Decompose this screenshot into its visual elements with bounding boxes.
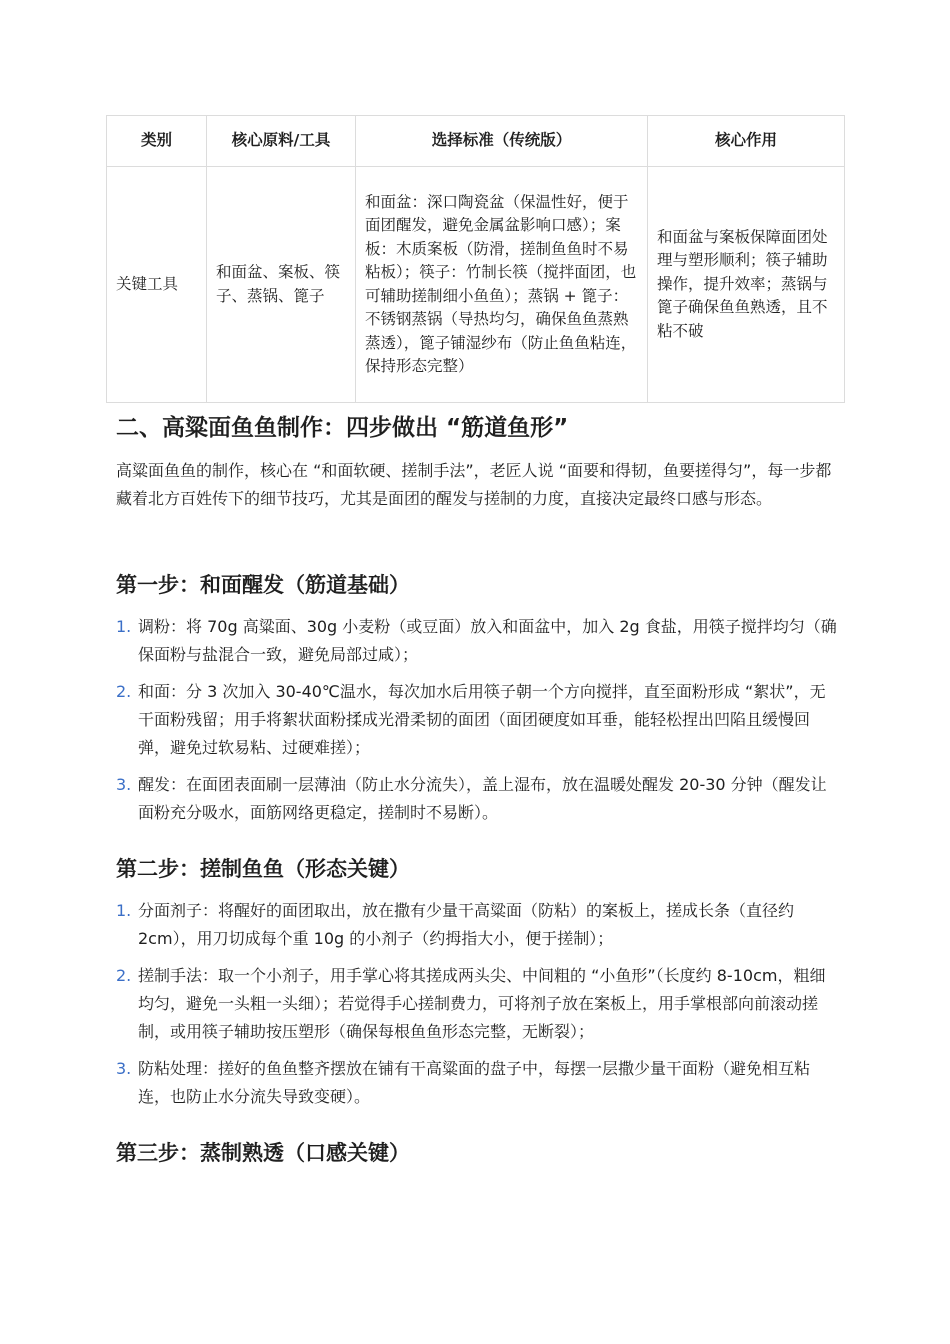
cell-standard: 和面盆：深口陶瓷盆（保温性好，便于面团醒发，避免金属盆影响口感）；案板：木质案板（防滑，搓制鱼鱼时不易粘板）；筷子：竹制长筷（搅拌面团，也可辅助搓制细小鱼鱼）；蒸锅 + 篦子：不锈钢蒸锅（导热均匀，确保鱼鱼蒸熟蒸透），篦子铺湿纱布（防止鱼鱼粘连，保持形态完整）	[356, 167, 648, 403]
cell-items: 和面盆、案板、筷子、蒸锅、篦子	[207, 167, 356, 403]
list-number: 1.	[116, 901, 132, 920]
list-text: 调粉：将 70g 高粱面、30g 小麦粉（或豆面）放入和面盆中，加入 2g 食盐，用筷子搅拌均匀（确保面粉与盐混合一致，避免局部过咸）；	[138, 617, 837, 664]
table-row	[107, 167, 845, 403]
header-standard: 选择标准（传统版）	[356, 116, 648, 167]
list-item	[116, 613, 841, 669]
list-number: 2.	[116, 682, 132, 701]
step2-heading: 第二步：搓制鱼鱼（形态关键）	[116, 857, 410, 881]
section-intro: 高粱面鱼鱼的制作，核心在 “和面软硬、搓制手法”，老匠人说 “面要和得韧，鱼要搓得匀”，每一步都藏着北方百姓传下的细节技巧，尤其是面团的醒发与搓制的力度，直接决定最终口感与形态。	[116, 461, 832, 508]
header-role: 核心作用	[648, 116, 845, 167]
list-item	[116, 962, 841, 1046]
cell-category: 关键工具	[107, 167, 207, 403]
step2-list	[116, 897, 841, 1120]
list-item	[116, 771, 841, 827]
list-text: 分面剂子：将醒好的面团取出，放在撒有少量干高粱面（防粘）的案板上，搓成长条（直径约 2cm），用刀切成每个重 10g 的小剂子（约拇指大小，便于搓制）；	[138, 901, 795, 948]
cell-role: 和面盆与案板保障面团处理与塑形顺利；筷子辅助操作，提升效率；蒸锅与篦子确保鱼鱼熟透，且不粘不破	[648, 167, 845, 403]
header-items: 核心原料/工具	[207, 116, 356, 167]
list-item	[116, 897, 841, 953]
list-number: 2.	[116, 966, 132, 985]
list-text: 防粘处理：搓好的鱼鱼整齐摆放在铺有干高粱面的盘子中，每摆一层撒少量干面粉（避免相互粘连，也防止水分流失导致变硬）。	[138, 1059, 811, 1106]
list-number: 3.	[116, 775, 132, 794]
list-number: 1.	[116, 617, 132, 636]
header-category: 类别	[107, 116, 207, 167]
section-heading: 二、高粱面鱼鱼制作：四步做出 “筋道鱼形”	[116, 415, 569, 441]
step1-heading: 第一步：和面醒发（筋道基础）	[116, 573, 410, 597]
list-text: 和面：分 3 次加入 30-40℃温水，每次加水后用筷子朝一个方向搅拌，直至面粉形成 “絮状”，无干面粉残留；用手将絮状面粉揉成光滑柔韧的面团（面团硬度如耳垂，能轻松捏出凹陷且缓慢回弹，避免过软易粘、过硬难搓）；	[138, 682, 826, 757]
list-item	[116, 678, 841, 762]
step3-heading: 第三步：蒸制熟透（口感关键）	[116, 1141, 410, 1165]
tools-table	[106, 115, 845, 403]
list-text: 搓制手法：取一个小剂子，用手掌心将其搓成两头尖、中间粗的 “小鱼形”（长度约 8-10cm，粗细均匀，避免一头粗一头细）；若觉得手心搓制费力，可将剂子放在案板上，用手掌根部向前滚动搓制，或用筷子辅助按压塑形（确保每根鱼鱼形态完整，无断裂）；	[138, 966, 826, 1041]
table-header-row	[107, 116, 845, 167]
list-number: 3.	[116, 1059, 132, 1078]
list-text: 醒发：在面团表面刷一层薄油（防止水分流失），盖上湿布，放在温暖处醒发 20-30 分钟（醒发让面粉充分吸水，面筋网络更稳定，搓制时不易断）。	[138, 775, 827, 822]
list-item	[116, 1055, 841, 1111]
step1-list	[116, 613, 841, 836]
